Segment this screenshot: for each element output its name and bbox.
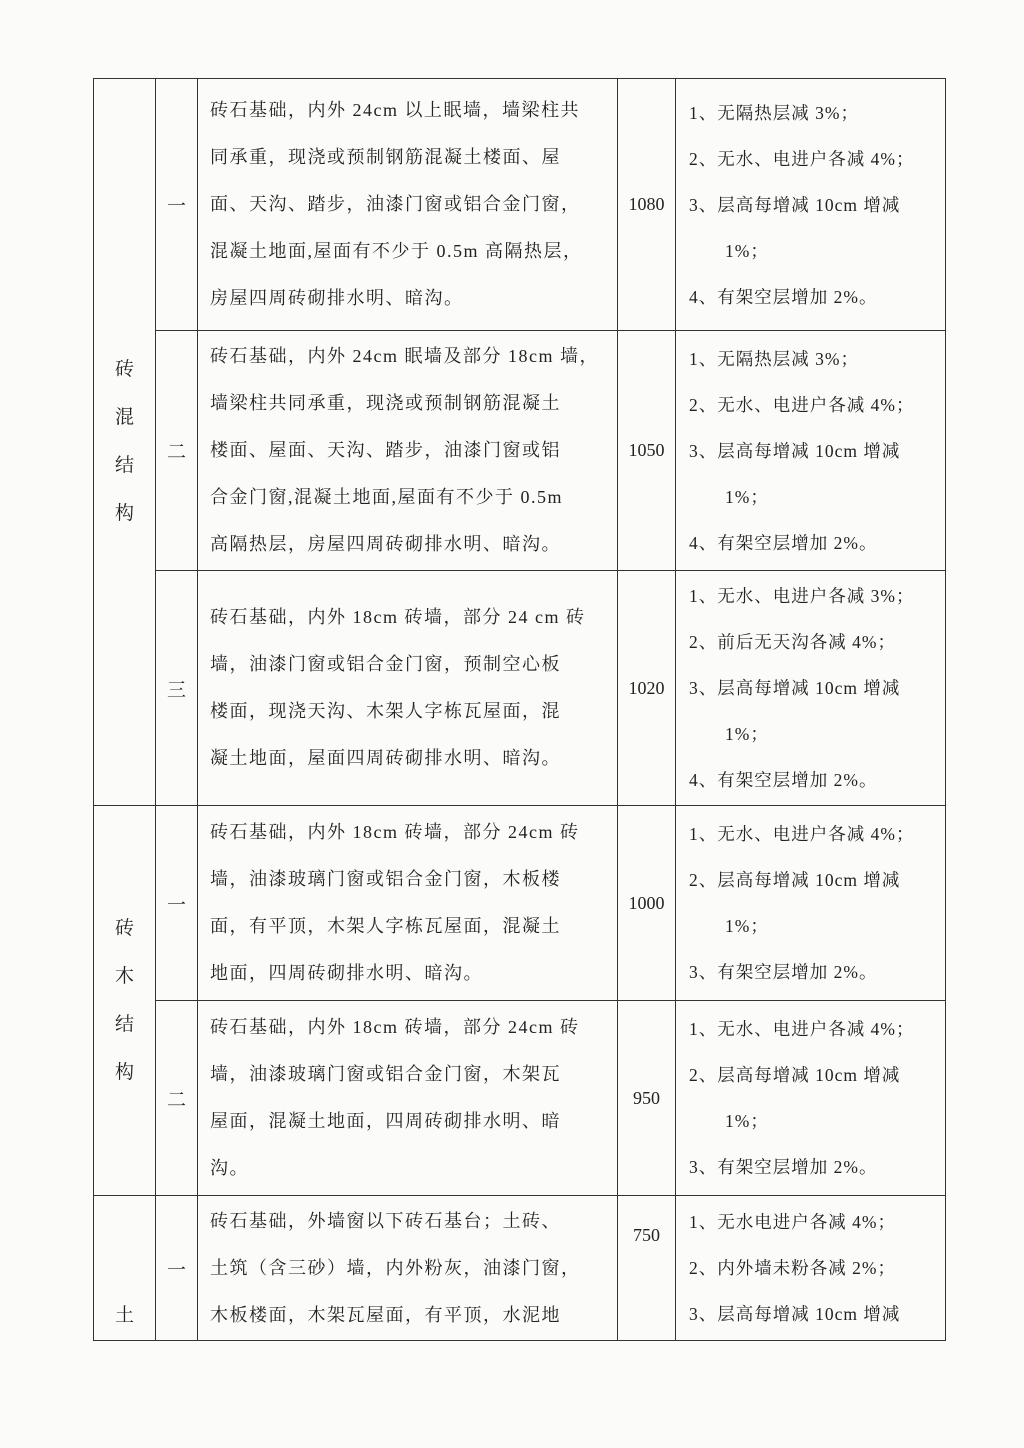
grade-cell: 一 — [156, 806, 198, 1001]
note-line: 2、无水、电进户各减 4%； — [689, 148, 915, 169]
grade-cell: 三 — [156, 571, 198, 806]
note-line: 3、有架空层增加 2%。 — [689, 962, 878, 982]
description-line: 土筑（含三砂）墙，内外粉灰，油漆门窗， — [210, 1257, 581, 1278]
description-line: 砖石基础，外墙窗以下砖石基台；土砖、 — [210, 1210, 561, 1231]
note-line: 1、无水、电进户各减 4%； — [689, 824, 915, 844]
price-cell: 950 — [618, 1001, 676, 1196]
description-line: 砖石基础，内外 24cm 以上眠墙，墙梁柱共 — [210, 100, 580, 120]
description-line: 混凝土地面,屋面有不少于 0.5m 高隔热层， — [210, 241, 583, 261]
structure-type-char: 砖 — [114, 917, 134, 939]
description-line: 楼面，现浇天沟、木架人字栋瓦屋面，混 — [210, 701, 561, 721]
description-line: 墙，油漆门窗或铝合金门窗，预制空心板 — [210, 654, 561, 674]
grade-cell: 一 — [156, 79, 198, 331]
description-line: 高隔热层，房屋四周砖砌排水明、暗沟。 — [210, 534, 561, 554]
description-line: 砖石基础，内外 24cm 眠墙及部分 18cm 墙， — [210, 346, 599, 366]
description-cell — [198, 1001, 618, 1196]
description-line: 面、天沟、踏步，油漆门窗或铝合金门窗， — [210, 194, 581, 214]
description-cell — [198, 79, 618, 331]
structure-type-char: 结 — [114, 455, 134, 476]
structure-type-char: 木 — [114, 965, 134, 987]
note-line: 3、层高每增减 10cm 增减 — [689, 1304, 901, 1324]
note-line: 2、层高每增减 10cm 增减 — [689, 1065, 901, 1085]
description-line: 地面，四周砖砌排水明、暗沟。 — [210, 963, 483, 983]
grade-cell: 一 — [156, 1196, 198, 1341]
structure-type-char: 砖 — [114, 359, 134, 380]
description-line: 屋面，混凝土地面，四周砖砌排水明、暗 — [210, 1111, 561, 1131]
structure-type-cell — [94, 1196, 156, 1341]
description-line: 沟。 — [210, 1158, 249, 1178]
note-line: 2、前后无天沟各减 4%； — [689, 632, 896, 652]
note-line: 1%； — [725, 486, 769, 507]
note-line: 1、无水电进户各减 4%； — [689, 1212, 896, 1232]
note-line: 2、层高每增减 10cm 增减 — [689, 870, 901, 890]
adjustment-notes-cell — [676, 806, 946, 1001]
description-line: 面，有平顶，木架人字栋瓦屋面，混凝土 — [210, 916, 561, 936]
structure-type-char: 构 — [114, 1061, 134, 1083]
structure-type-cell — [94, 79, 156, 806]
note-line: 2、内外墙未粉各减 2%； — [689, 1258, 896, 1278]
description-line: 合金门窗,混凝土地面,屋面有不少于 0.5m — [210, 487, 563, 507]
grade-cell: 二 — [156, 331, 198, 571]
note-line: 2、无水、电进户各减 4%； — [689, 394, 915, 415]
description-line: 同承重，现浇或预制钢筋混凝土楼面、屋 — [210, 147, 561, 167]
description-line: 墙，油漆玻璃门窗或铝合金门窗，木板楼 — [210, 869, 561, 889]
description-line: 房屋四周砖砌排水明、暗沟。 — [210, 288, 464, 308]
price-cell: 1020 — [618, 571, 676, 806]
note-line: 3、层高每增减 10cm 增减 — [689, 194, 901, 215]
structure-type-char: 构 — [114, 503, 134, 524]
adjustment-notes-cell — [676, 571, 946, 806]
description-cell — [198, 1196, 618, 1341]
price-table — [93, 78, 946, 1341]
note-line: 4、有架空层增加 2%。 — [689, 532, 878, 553]
adjustment-notes-cell — [676, 1001, 946, 1196]
note-line: 1、无水、电进户各减 4%； — [689, 1019, 915, 1039]
adjustment-notes-cell — [676, 331, 946, 571]
note-line: 1、无水、电进户各减 3%； — [689, 586, 915, 606]
note-line: 1、无隔热层减 3%； — [689, 348, 859, 369]
adjustment-notes-cell — [676, 79, 946, 331]
structure-type-cell — [94, 806, 156, 1196]
price-cell: 1080 — [618, 79, 676, 331]
description-line: 墙梁柱共同承重，现浇或预制钢筋混凝土 — [210, 393, 561, 413]
description-cell — [198, 806, 618, 1001]
description-cell — [198, 571, 618, 806]
structure-type-char: 土 — [114, 1305, 134, 1326]
structure-type-char: 结 — [114, 1013, 134, 1035]
note-line: 1%； — [725, 1111, 769, 1131]
description-cell — [198, 331, 618, 571]
description-line: 木板楼面，木架瓦屋面，有平顶，水泥地 — [210, 1304, 561, 1325]
price-cell: 750 — [618, 1196, 676, 1341]
price-cell: 1000 — [618, 806, 676, 1001]
note-line: 3、层高每增减 10cm 增减 — [689, 678, 901, 698]
description-line: 凝土地面，屋面四周砖砌排水明、暗沟。 — [210, 748, 561, 768]
description-line: 砖石基础，内外 18cm 砖墙，部分 24 cm 砖 — [210, 607, 586, 627]
grade-cell: 二 — [156, 1001, 198, 1196]
price-cell: 1050 — [618, 331, 676, 571]
description-line: 墙，油漆玻璃门窗或铝合金门窗，木架瓦 — [210, 1064, 561, 1084]
note-line: 4、有架空层增加 2%。 — [689, 770, 878, 790]
note-line: 1%； — [725, 724, 769, 744]
note-line: 1%； — [725, 240, 769, 261]
structure-type-char: 混 — [114, 407, 134, 428]
description-line: 楼面、屋面、天沟、踏步，油漆门窗或铝 — [210, 440, 561, 460]
description-line: 砖石基础，内外 18cm 砖墙，部分 24cm 砖 — [210, 822, 580, 842]
note-line: 1、无隔热层减 3%； — [689, 102, 859, 123]
note-line: 1%； — [725, 916, 769, 936]
adjustment-notes-cell — [676, 1196, 946, 1341]
note-line: 3、层高每增减 10cm 增减 — [689, 440, 901, 461]
note-line: 3、有架空层增加 2%。 — [689, 1157, 878, 1177]
description-line: 砖石基础，内外 18cm 砖墙，部分 24cm 砖 — [210, 1017, 580, 1037]
note-line: 4、有架空层增加 2%。 — [689, 286, 878, 307]
